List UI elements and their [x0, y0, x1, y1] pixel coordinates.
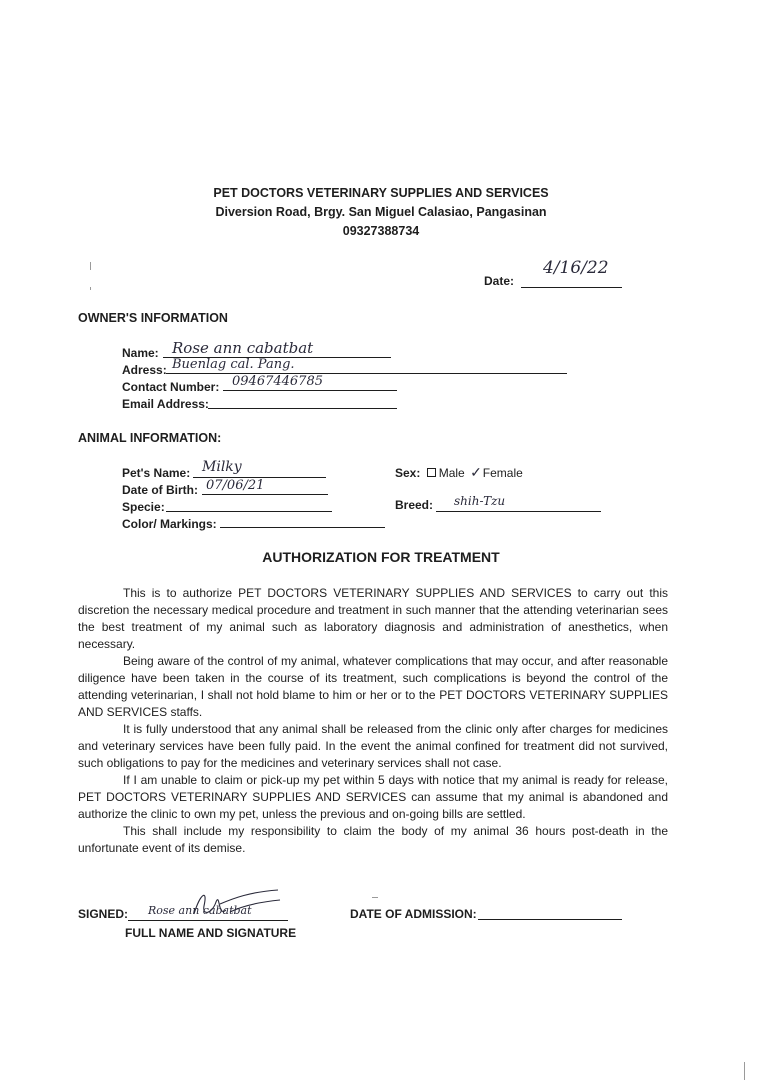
- date-value: 4/16/22: [543, 258, 609, 278]
- specie-line: [166, 511, 332, 512]
- dob-label: Date of Birth:: [122, 483, 198, 497]
- authorization-paragraph: Being aware of the control of my animal, whatever complications that may occur, and after reasonable diligence have been taken in the course of its treatment, such complications is beyond the control of the attending veterinarian, I shall not hold blame to him or her or to the PET DOCTORS VETERINARY SUPPLIES AND SERVICES staffs.: [78, 654, 668, 719]
- pet-name-label: Pet's Name:: [122, 466, 191, 480]
- date-line: [521, 287, 622, 288]
- color-markings-label: Color/ Markings:: [122, 517, 217, 531]
- scan-speck: [372, 897, 378, 898]
- dob-value: 07/06/21: [206, 478, 265, 493]
- scan-speck: [744, 1062, 745, 1080]
- owner-contact-label: Contact Number:: [122, 380, 220, 394]
- authorization-title: AUTHORIZATION FOR TREATMENT: [262, 549, 500, 565]
- breed-label: Breed:: [395, 498, 434, 512]
- date-label: Date:: [484, 274, 515, 288]
- clinic-name: PET DOCTORS VETERINARY SUPPLIES AND SERVICES: [213, 186, 549, 200]
- pet-name-value: Milky: [202, 459, 242, 475]
- animal-section-title: ANIMAL INFORMATION:: [78, 431, 222, 445]
- owner-name-label: Name:: [122, 346, 159, 360]
- sex-field: [395, 464, 523, 481]
- color-markings-line: [220, 527, 385, 528]
- scan-speck: [90, 262, 91, 270]
- authorization-body: [78, 585, 668, 857]
- authorization-paragraph: This shall include my responsibility to claim the body of my animal 36 hours post-death in the unfortunate event of its demise.: [78, 824, 668, 855]
- sex-male-label: Male: [438, 466, 465, 480]
- sex-label: Sex:: [395, 466, 421, 480]
- sex-female-label: Female: [482, 466, 523, 480]
- full-name-caption: FULL NAME AND SIGNATURE: [125, 926, 297, 940]
- breed-line: [436, 511, 601, 512]
- signed-label: SIGNED:: [78, 907, 129, 921]
- owner-address-line: [166, 373, 567, 374]
- date-of-admission-label: DATE OF ADMISSION:: [350, 907, 477, 921]
- owner-section-title: OWNER'S INFORMATION: [78, 311, 228, 325]
- male-checkbox[interactable]: [427, 468, 436, 477]
- scan-speck: [90, 287, 91, 290]
- signed-value: Rose ann cabatbat: [148, 904, 252, 917]
- owner-address-label: Adress:: [122, 363, 167, 377]
- owner-address-value: Buenlag cal. Pang.: [172, 357, 295, 372]
- female-check-icon[interactable]: ✓: [470, 464, 482, 480]
- specie-label: Specie:: [122, 500, 165, 514]
- dob-line: [202, 494, 328, 495]
- clinic-phone: 09327388734: [342, 224, 420, 238]
- owner-email-label: Email Address:: [122, 397, 209, 411]
- authorization-paragraph: This is to authorize PET DOCTORS VETERINARY SUPPLIES AND SERVICES to carry out this discretion the necessary medical procedure and treatment in such manner that the attending veterinarian sees the best treatment of my animal such as laboratory diagnosis and administration of anesthetics, when necessary.: [78, 586, 668, 651]
- owner-name-value: Rose ann cabatbat: [172, 339, 314, 357]
- owner-contact-value: 09467446785: [232, 374, 323, 389]
- signature-scribble: [190, 884, 285, 922]
- clinic-address: Diversion Road, Brgy. San Miguel Calasiao, Pangasinan: [215, 205, 547, 219]
- breed-value: shih-Tzu: [454, 494, 506, 508]
- date-of-admission-line: [478, 919, 622, 920]
- authorization-paragraph: It is fully understood that any animal shall be released from the clinic only after charges for medicines and veterinary services have been fully paid. In the event the animal confined for treatment did not survived, such obligations to pay for the medicines and veterinary services shall not case.: [78, 722, 668, 770]
- owner-email-line: [208, 408, 397, 409]
- authorization-paragraph: If I am unable to claim or pick-up my pet within 5 days with notice that my animal is ready for release, PET DOCTORS VETERINARY SUPPLIES AND SERVICES can assume that my animal is abandoned and authorize the clinic to own my pet, unless the previous and on-going bills are settled.: [78, 773, 668, 821]
- owner-contact-line: [223, 390, 397, 391]
